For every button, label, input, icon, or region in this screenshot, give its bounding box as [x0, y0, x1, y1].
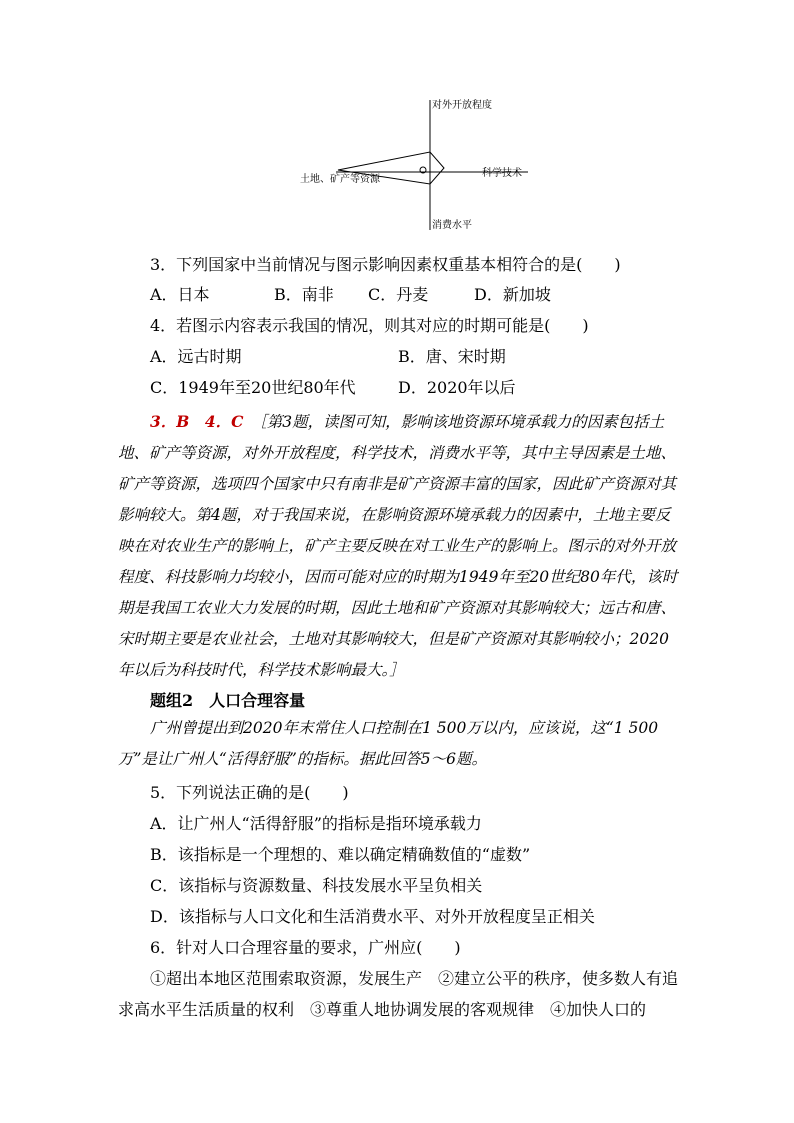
answer-explanation: [118, 406, 678, 686]
q3-stem: 3．下列国家中当前情况与图示影响因素权重基本相符合的是( ): [150, 255, 621, 274]
q4-stem: 4．若图示内容表示我国的情况，则其对应的时期可能是( ): [150, 316, 589, 335]
q5-option-c[interactable]: C．该指标与资源数量、科技发展水平呈负相关: [150, 876, 483, 895]
q5-option-b[interactable]: B．该指标是一个理想的、难以确定精确数值的“虚数”: [150, 845, 531, 864]
q4-option-c[interactable]: C．1949年至20世纪80年代: [150, 378, 356, 397]
q5-option-a[interactable]: A．让广州人“活得舒服”的指标是指环境承载力: [150, 814, 482, 833]
group2-title: 题组2 人口合理容量: [150, 691, 306, 710]
q3-option-a[interactable]: A．日本: [150, 285, 210, 304]
q6-body: ①超出本地区范围索取资源，发展生产 ②建立公平的秩序，使多数人有追求高水平生活质量的权利 ③尊重人地协调发展的客观规律 ④加快人口的: [118, 969, 679, 1019]
q3-option-d[interactable]: D．新加坡: [474, 285, 551, 304]
influence-factor-diagram: [296, 96, 536, 236]
q4-option-b[interactable]: B．唐、宋时期: [398, 347, 506, 366]
group2-intro: 广州曾提出到2020年末常住人口控制在1 500万以内，应该说，这“1 500万”是让广州人“活得舒服”的指标。据此回答5～6题。: [118, 719, 659, 768]
label-consumption: 消费水平: [432, 220, 472, 231]
q3-option-b[interactable]: B．南非: [274, 285, 334, 304]
q5-option-d[interactable]: D．该指标与人口文化和生活消费水平、对外开放程度呈正相关: [150, 907, 595, 926]
label-technology: 科学技术: [482, 168, 522, 179]
label-opening: 对外开放程度: [432, 100, 492, 111]
q4-option-a[interactable]: A．远古时期: [150, 347, 242, 366]
label-resources: 土地、矿产等资源: [300, 174, 380, 185]
q3-option-c[interactable]: C．丹麦: [368, 285, 429, 304]
answer-text: ［第3题，读图可知，影响该地资源环境承载力的因素包括土地、矿产等资源，对外开放程度，科学技术，消费水平等，其中主导因素是土地、矿产等资源，选项四个国家中只有南非是矿产资源丰富的国家，因此矿产资源对其影响较大。第4题，对于我国来说，在影响资源环境承载力的因素中，土地主要反映在对农业生产的影响上，矿产主要反映在对工业生产的影响上。图示的对外开放程度、科技影响力均较小，因而可能对应的时期为1949年至20世纪80年代，该时期是我国工农业大力发展的时期，因此土地和矿产资源对其影响较大；远古和唐、宋时期主要是农业社会，土地对其影响较大，但是矿产资源对其影响较小；2020年以后为科技时代，科学技术影响最大。］: [118, 413, 678, 679]
q4-option-d[interactable]: D．2020年以后: [398, 378, 516, 397]
diagram-graphic: [296, 96, 536, 236]
q6-stem: 6．针对人口合理容量的要求，广州应( ): [150, 938, 461, 957]
q5-stem: 5．下列说法正确的是( ): [150, 783, 349, 802]
answer-key: 3．B 4．C: [150, 412, 244, 431]
